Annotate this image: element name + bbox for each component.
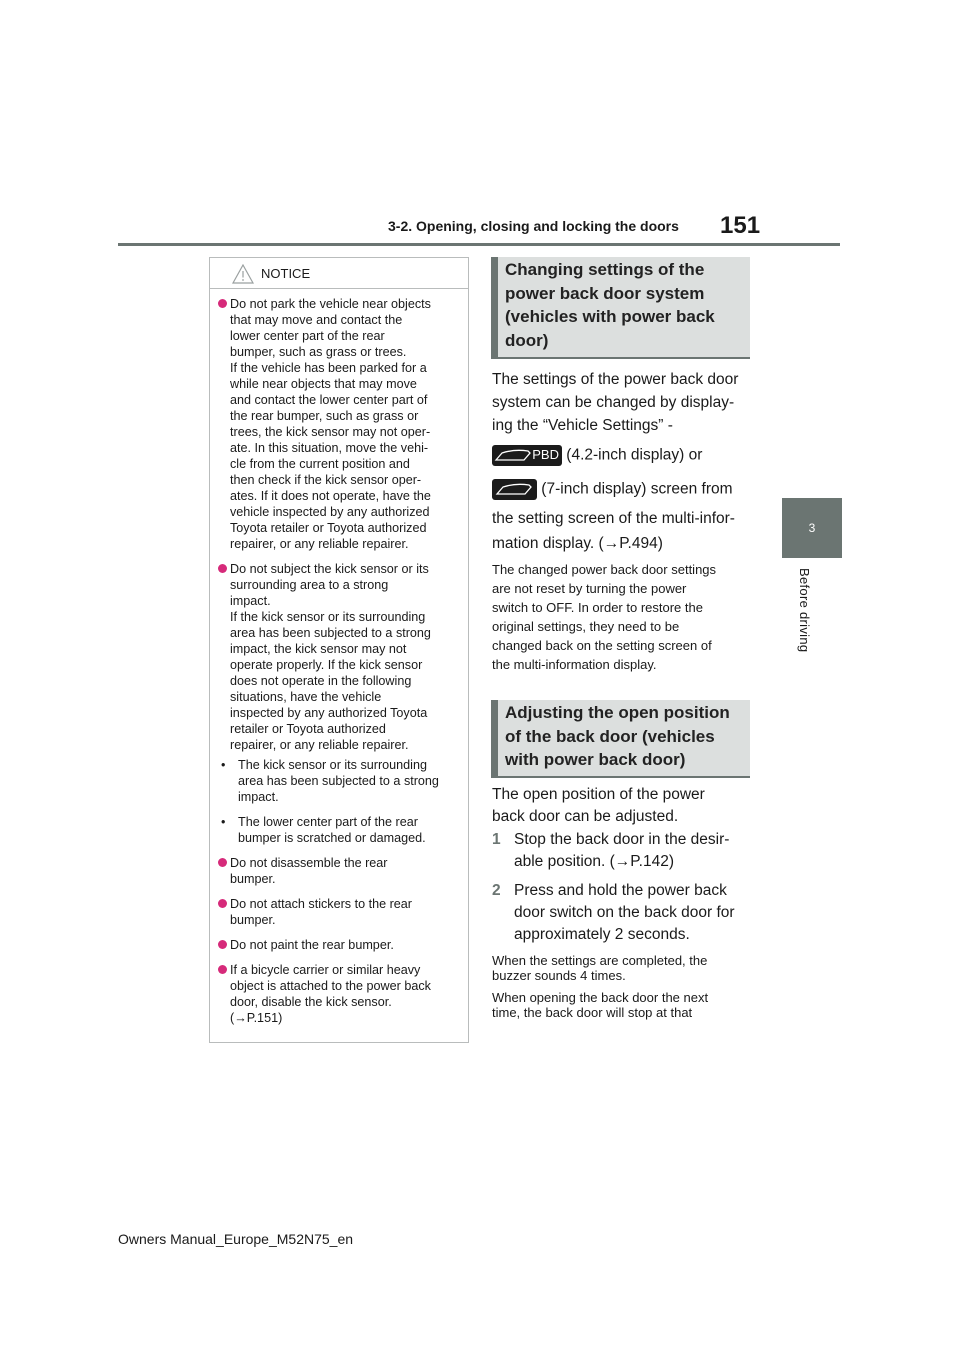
notice-line: ate. In this situation, move the vehi- [230,441,429,455]
notice-line: impact. [238,790,279,804]
para-text: (7-inch display) screen from [537,480,733,498]
notice-line: Toyota retailer or Toyota authorized [230,521,427,535]
vehicle-settings-icon [492,479,537,500]
para-line: The open position of the power [492,786,705,803]
para-line-with-icon [492,479,733,500]
notice-line: area has been subjected to a strong [238,774,439,788]
para-line: system can be changed by display- [492,394,735,411]
step-item [492,882,501,900]
notice-line: cle from the current position and [230,457,410,471]
notice-line: vehicle inspected by any authorized [230,505,430,519]
notice-line: impact. [230,594,271,608]
step-number: 1 [492,831,501,848]
step-line: door switch on the back door for [514,904,735,921]
para-line: mation display. (→P.494) [492,535,663,552]
heading-line: Changing settings of the [505,260,705,279]
pbd-label: PBD [532,447,559,462]
warning-triangle-icon [232,264,254,284]
bullet-dot-icon [218,899,227,908]
bullet-dot-icon [218,965,227,974]
notice-line: repairer, or any reliable repairer. [230,537,409,551]
notice-line: retailer or Toyota authorized [230,722,386,736]
heading-line: door) [505,330,549,350]
notice-line: Do not subject the kick sensor or its [230,562,429,576]
para-line: the setting screen of the multi-infor- [492,510,735,527]
step-number: 2 [492,882,501,899]
bullet-dot-icon [218,564,227,573]
chapter-label: Before driving [797,568,812,653]
vehicle-settings-pbd-icon [492,445,562,466]
note-line: original settings, they need to be [492,619,680,634]
notice-line: door, disable the kick sensor. [230,995,392,1009]
notice-line: bumper is scratched or damaged. [238,831,426,845]
notice-box [209,257,469,1043]
notice-subitem [218,814,458,846]
note-line: changed back on the setting screen of [492,638,712,653]
page-number: 151 [720,212,761,239]
heading-line: (vehicles with power back [505,307,715,326]
heading-line: Adjusting the open position [505,703,730,722]
note-line: the multi-information display. [492,657,657,672]
notice-line: Do not park the vehicle near objects [230,297,431,311]
notice-line: bumper. [230,872,276,886]
para-line: The settings of the power back door [492,371,739,388]
notice-line: impact, the kick sensor may not [230,642,407,656]
notice-line: object is attached to the power back [230,979,431,993]
step-item [492,831,501,849]
notice-line: inspected by any authorized Toyota [230,706,428,720]
notice-line: bumper, such as grass or trees. [230,345,407,359]
chapter-number: 3 [808,521,816,535]
note-line: are not reset by turning the power [492,581,687,596]
step-line: able position. (→P.142) [514,853,674,870]
note-line: switch to OFF. In order to restore the [492,600,703,615]
step-line: Press and hold the power back [514,882,727,899]
footer-doc-name: Owners Manual_Europe_M52N75_en [118,1231,354,1247]
notice-line: If the vehicle has been parked for a [230,361,427,375]
bullet-dot-icon [218,858,227,867]
notice-line: Do not disassemble the rear [230,856,388,870]
note-line: buzzer sounds 4 times. [492,968,626,983]
para-line: back door can be adjusted. [492,808,679,825]
notice-line: lower center part of the rear [230,329,385,343]
notice-line: while near objects that may move [230,377,417,391]
notice-line: Do not paint the rear bumper. [230,938,394,952]
notice-line: If the kick sensor or its surrounding [230,610,426,624]
header-rule [118,243,840,246]
para-line-with-icon [492,445,702,466]
notice-line: Do not attach stickers to the rear [230,897,412,911]
step-line: Stop the back door in the desir- [514,831,730,848]
notice-item [218,855,458,887]
notice-line: The lower center part of the rear [238,815,418,829]
notice-title: NOTICE [261,266,311,281]
notice-line: ates. If it does not operate, have the [230,489,431,503]
small-bullet-icon: • [221,815,226,829]
small-bullet-icon: • [221,758,226,772]
note-line: time, the back door will stop at that [492,1005,693,1020]
notice-line: that may move and contact the [230,313,403,327]
notice-item [218,296,458,552]
notice-item [218,896,458,928]
heading-line: with power back door) [505,750,686,769]
heading-line: of the back door (vehicles [505,726,715,746]
notice-line: situations, have the vehicle [230,690,382,704]
bullet-dot-icon [218,940,227,949]
notice-body [210,289,468,1026]
heading-line: power back door system [505,283,705,303]
notice-line: (→P.151) [230,1011,283,1025]
bullet-dot-icon [218,299,227,308]
note-line: When the settings are completed, the [492,953,708,968]
chapter-tab[interactable] [782,498,842,558]
notice-line: then check if the kick sensor oper- [230,473,422,487]
note-line: When opening the back door the next [492,990,709,1005]
notice-line: operate properly. If the kick sensor [230,658,423,672]
notice-line: The kick sensor or its surrounding [238,758,427,772]
notice-item [218,962,458,1026]
notice-line: bumper. [230,913,276,927]
section-heading-power-back-door-settings [491,257,750,359]
notice-line: surrounding area to a strong [230,578,389,592]
notice-line: repairer, or any reliable repairer. [230,738,409,752]
notice-item [218,561,458,753]
para-text: (4.2-inch display) or [562,446,703,464]
notice-item [218,937,458,953]
notice-line: area has been subjected to a strong [230,626,431,640]
section-title: 3-2. Opening, closing and locking the doors [388,218,679,234]
notice-header [210,258,468,289]
notice-line: and contact the lower center part of [230,393,428,407]
notice-line: trees, the kick sensor may not oper- [230,425,431,439]
notice-line: the rear bumper, such as grass or [230,409,419,423]
note-line: The changed power back door settings [492,562,717,577]
notice-line: does not operate in the following [230,674,412,688]
step-line: approximately 2 seconds. [514,926,690,943]
notice-line: If a bicycle carrier or similar heavy [230,963,421,977]
section-heading-open-position [491,700,750,778]
notice-subitem [218,757,458,805]
para-line: ing the “Vehicle Settings” - [492,417,673,434]
